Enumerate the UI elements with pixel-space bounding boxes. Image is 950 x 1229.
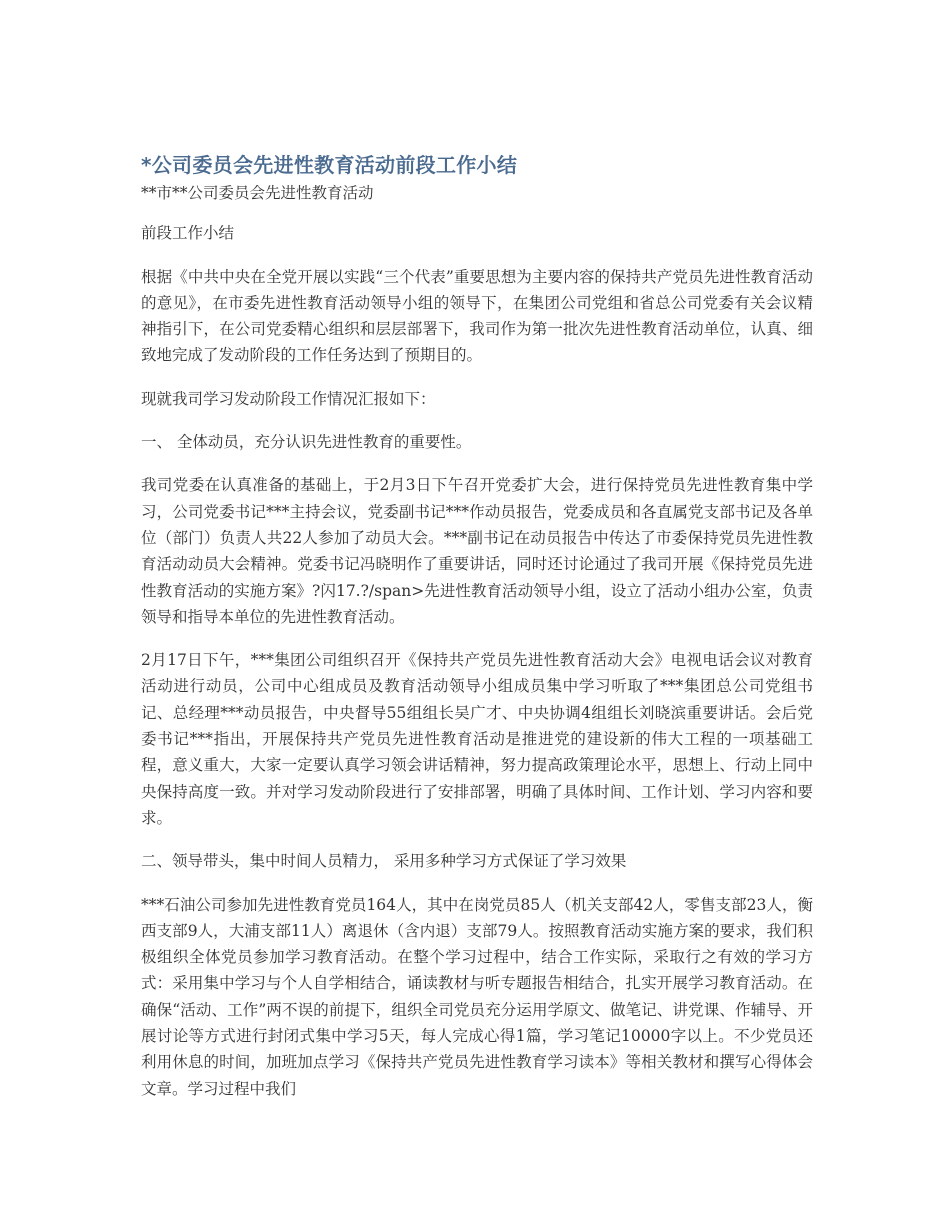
section-heading-one: 一、 全体动员，充分认识先进性教育的重要性。 — [141, 433, 472, 452]
document-page — [141, 150, 813, 1102]
body-paragraph-report-lead: 现就我司学习发动阶段工作情况汇报如下： — [141, 389, 436, 408]
body-paragraph-study-methods: ***石油公司参加先进性教育党员164人，其中在岗党员85人（机关支部42人，零售支部23人，衡西支部9人，大浦支部11人）离退休（含内退）支部79人。按照教育活动实施方案的要求，我们积极组织全体党员参加学习教育活动。在整个学习过程中，结合工作实际，采取行之有效的学习方式：采用集中学习与个人自学相结合，诵读教材与听专题报告相结合，扎实开展学习教育活动。在确保“活动、工作”两不误的前提下，组织全司党员充分运用学原文、做笔记、讲党课、作辅导、开展讨论等方式进行封闭式集中学习5天，每人完成心得1篇，学习笔记10000字以上。不少党员还利用休息的时间，加班加点学习《保持共产党员先进性教育学习读本》等相关教材和撰写心得体会文章。学习过程中我们 — [141, 895, 813, 1098]
body-paragraph-teleconference: 2月17日下午，***集团公司组织召开《保持共产党员先进性教育活动大会》电视电话会议对教育活动进行动员，公司中心组成员及教育活动领导小组成员集中学习听取了***集团总公司党组书记、总经理***动员报告，中央督导55组组长吴广才、中央协调4组组长刘晓滨重要讲话。会后党委书记***指出，开展保持共产党员先进性教育活动是推进党的建设新的伟大工程的一项基础工程，意义重大，大家一定要认真学习领会讲话精神，努力提高政策理论水平，思想上、行动上同中央保持高度一致。并对学习发动阶段进行了安排部署，明确了具体时间、工作计划、学习内容和要求。 — [141, 651, 813, 827]
document-title: *公司委员会先进性教育活动前段工作小结 — [141, 153, 518, 177]
body-paragraph-intro: 根据《中共中央在全党开展以实践“三个代表”重要思想为主要内容的保持共产党员先进性教育活动的意见》，在市委先进性教育活动领导小组的领导下，在集团公司党组和省总公司党委有关会议精神指引下，在公司党委精心组织和层层部署下，我司作为第一批次先进性教育活动单位，认真、细致地完成了发动阶段的工作任务达到了预期目的。 — [141, 267, 813, 365]
document-subtitle: **市**公司委员会先进性教育活动 — [141, 184, 374, 202]
section-heading-summary: 前段工作小结 — [141, 224, 235, 243]
body-paragraph-mobilization: 我司党委在认真准备的基础上，于2月3日下午召开党委扩大会，进行保持党员先进性教育集中学习，公司党委书记***主持会议，党委副书记***作动员报告，党委成员和各直属党支部书记及各单位（部门）负责人共22人参加了动员大会。***副书记在动员报告中传达了市委保持党员先进性教育活动动员大会精神。党委书记冯晓明作了重要讲话，同时还讨论通过了我司开展《保持党员先进性教育活动的实施方案》?闪17.?/span>先进性教育活动领导小组，设立了活动小组办公室，负责领导和指导本单位的先进性教育活动。 — [141, 476, 813, 626]
section-heading-two: 二、领导带头，集中时间人员精力， 采用多种学习方式保证了学习效果 — [141, 852, 627, 871]
